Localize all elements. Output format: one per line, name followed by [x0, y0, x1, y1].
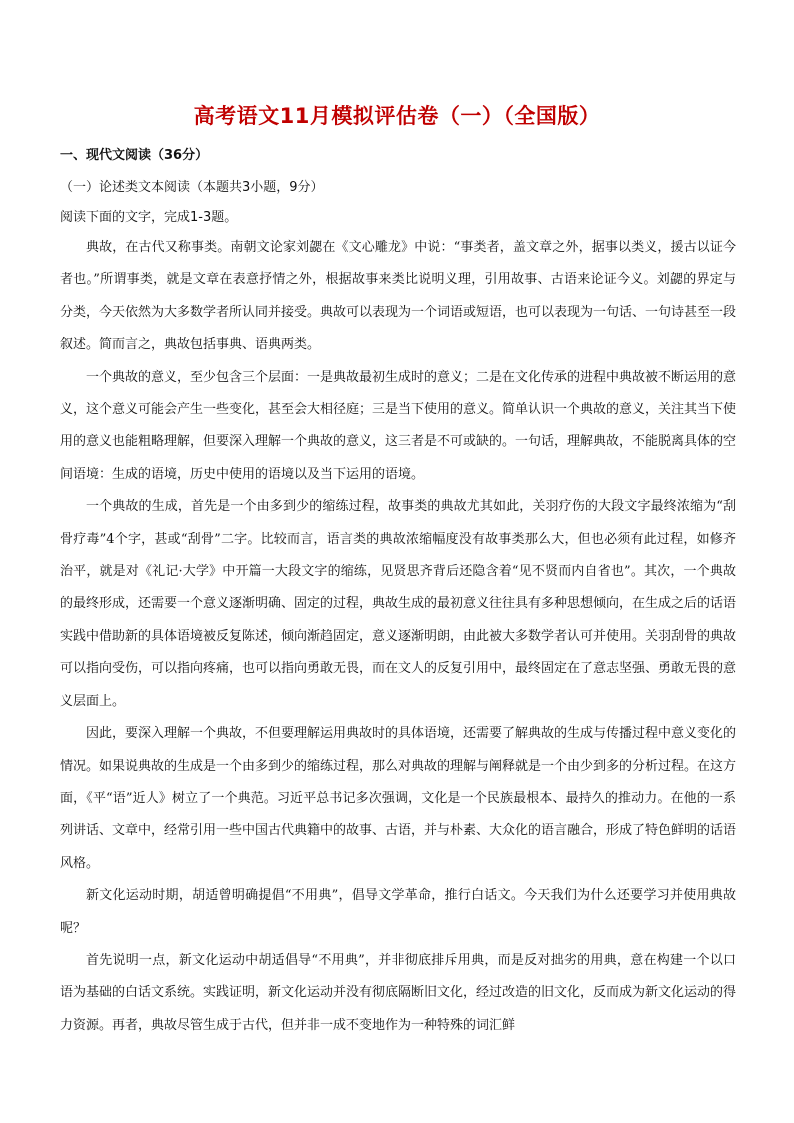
sub-heading: （一）论述类文本阅读（本题共3小题，9分）	[60, 180, 324, 195]
document-title: 高考语文11月模拟评估卷（一）（全国版）	[193, 104, 601, 128]
paragraph: 因此，要深入理解一个典故，不但要理解运用典故时的具体语境，还需要了解典故的生成与传播过程中意义变化的情况。如果说典故的生成是一个由多到少的缩练过程，那么对典故的理解与阐释就是一个由少到多的分析过程。在这方面，《平“语”近人》树立了一个典范。习近平总书记多次强调，文化是一个民族最根本、最持久的推动力。在他的一系列讲话、文章中，经常引用一些中国古代典籍中的故事、古语，并与朴素、大众化的语言融合，形成了特色鲜明的话语风格。	[60, 726, 737, 871]
reading-instruction: 阅读下面的文字，完成1-3题。	[60, 210, 238, 225]
paragraph: 首先说明一点，新文化运动中胡适倡导“不用典”，并非彻底排斥用典，而是反对拙劣的用典，意在构建一个以口语为基础的白话文系统。实践证明，新文化运动并没有彻底隔断旧文化，经过改造的旧文化，反而成为新文化运动的得力资源。再者，典故尽管生成于古代，但并非一成不变地作为一种特殊的词汇鲜	[60, 952, 737, 1033]
paragraph: 新文化运动时期，胡适曾明确提倡“不用典”，倡导文学革命，推行白话文。今天我们为什么还要学习并使用典故呢？	[60, 888, 736, 936]
reading-passage	[60, 232, 736, 1042]
paragraph: 典故，在古代又称事类。南朝文论家刘勰在《文心雕龙》中说：“事类者，盖文章之外，据事以类义，援古以证今者也。”所谓事类，就是文章在表意抒情之外，根据故事来类比说明义理，引用故事、古语来论证今义。刘勰的界定与分类，今天依然为大多数学者所认同并接受。典故可以表现为一个词语或短语，也可以表现为一句话、一句诗甚至一段叙述。简而言之，典故包括事典、语典两类。	[60, 240, 737, 353]
paragraph: 一个典故的生成，首先是一个由多到少的缩练过程，故事类的典故尤其如此，关羽疗伤的大段文字最终浓缩为“刮骨疗毒”4个字，甚或“刮骨”二字。比较而言，语言类的典故浓缩幅度没有故事类那么大，但也必须有此过程，如修齐治平，就是对《礼记·大学》中开篇一大段文字的缩练，见贤思齐背后还隐含着“见不贤而内自省也”。其次，一个典故的最终形成，还需要一个意义逐渐明确、固定的过程，典故生成的最初意义往往具有多种思想倾向，在生成之后的话语实践中借助新的具体语境被反复陈述，倾向渐趋固定，意义逐渐明朗，由此被大多数学者认可并使用。关羽刮骨的典故可以指向受伤，可以指向疼痛，也可以指向勇敢无畏，而在文人的反复引用中，最终固定在了意志坚强、勇敢无畏的意义层面上。	[60, 499, 737, 709]
paragraph: 一个典故的意义，至少包含三个层面：一是典故最初生成时的意义；二是在文化传承的进程中典故被不断运用的意义，这个意义可能会产生一些变化，甚至会大相径庭；三是当下使用的意义。简单认识一个典故的意义，关注其当下使用的意义也能粗略理解，但要深入理解一个典故的意义，这三者是不可或缺的。一句话，理解典故，不能脱离具体的空间语境：生成的语境，历史中使用的语境以及当下运用的语境。	[60, 369, 737, 482]
section-heading: 一、现代文阅读（36分）	[60, 148, 209, 163]
